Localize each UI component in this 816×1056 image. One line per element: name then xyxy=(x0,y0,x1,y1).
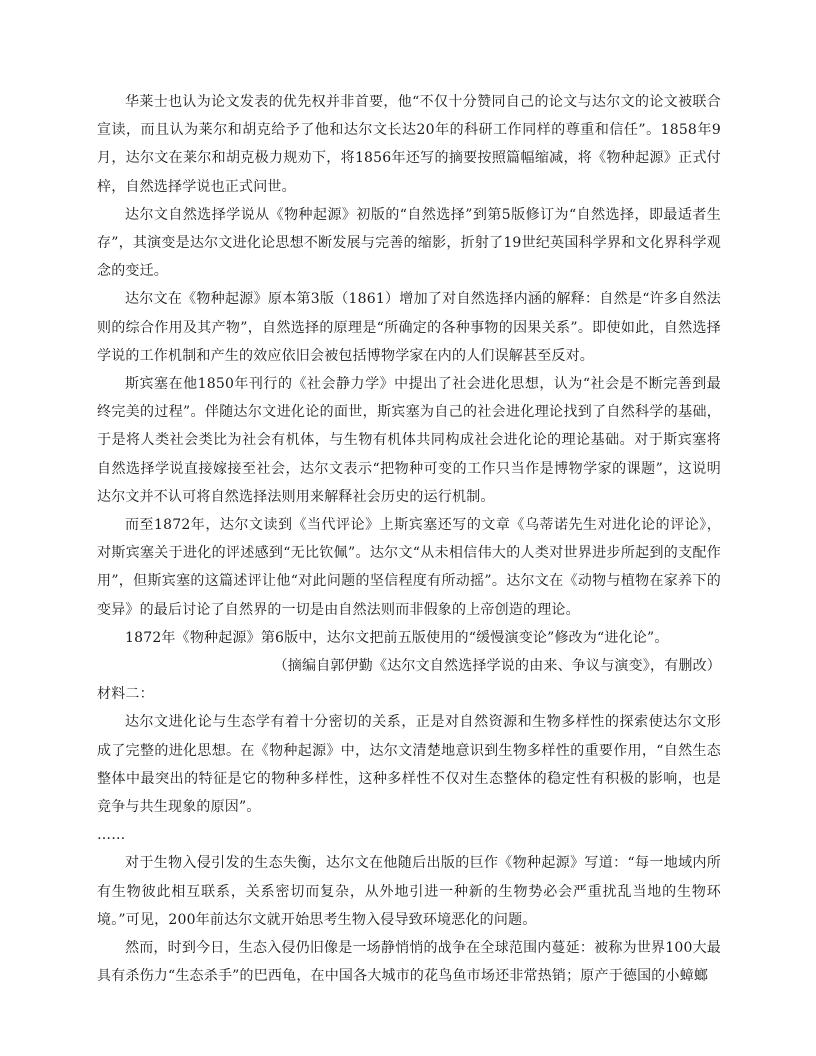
paragraph: 而至1872年，达尔文读到《当代评论》上斯宾塞还写的文章《乌蒂诺先生对进化论的评论》，对斯宾塞关于进化的评述感到“无比钦佩”。达尔文“从未相信伟大的人类对世界进步所起到的支配作用”，但斯宾塞的这篇述评让他“对此问题的坚信程度有所动摇”。达尔文在《动物与植物在家养下的变异》的最后讨论了自然界的一切是由自然法则而非假象的上帝创造的理论。 xyxy=(97,517,721,618)
paragraph: 然而，时到今日，生态入侵仍旧像是一场静悄悄的战争在全球范围内蔓延：被称为世界100大最具有杀伤力“生态杀手”的巴西龟，在中国各大城市的花鸟鱼市场还非常热销；原产于德国的小蟑螂 xyxy=(97,940,721,985)
paragraph: 斯宾塞在他1850年刊行的《社会静力学》中提出了社会进化思想，认为“社会是不断完善到最终完美的过程”。伴随达尔文进化论的面世，斯宾塞为自己的社会进化理论找到了自然科学的基础，于是将人类社会类比为社会有机体，与生物有机体共同构成社会进化论的理论基础。对于斯宾塞将自然选择学说直接嫁接至社会，达尔文表示“把物种可变的工作只当作是博物学家的课题”，这说明达尔文并不认可将自然选择法则用来解释社会历史的运行机制。 xyxy=(97,376,721,505)
paragraph: 1872年《物种起源》第6版中，达尔文把前五版使用的“缓慢演变论”修改为“进化论”。 xyxy=(125,629,669,646)
ellipsis: …… xyxy=(97,827,126,844)
paragraph: 达尔文进化论与生态学有着十分密切的关系，正是对自然资源和生物多样性的探索使达尔文形成了完整的进化思想。在《物种起源》中，达尔文清楚地意识到生物多样性的重要作用，“自然生态整体中最突出的特征是它的物种多样性，这种多样性不仅对生态整体的稳定性有积极的影响，也是竞争与共生现象的原因”。 xyxy=(97,714,721,816)
source-note: （摘编自郭伊勤《达尔文自然选择学说的由来、争议与演变》，有删改） xyxy=(273,658,721,675)
paragraph: 华莱士也认为论文发表的优先权并非首要，他“不仅十分赞同自己的论文与达尔文的论文被联合宣读，而且认为莱尔和胡克给予了他和达尔文长达20年的科研工作同样的尊重和信任”。1858年9月，达尔文在莱尔和胡克极力规劝下，将1856年还写的摘要按照篇幅缩减，将《物种起源》正式付梓，自然选择学说也正式问世。 xyxy=(97,94,721,195)
material-two-label: 材料二： xyxy=(97,686,154,703)
paragraph: 达尔文自然选择学说从《物种起源》初版的“自然选择”到第5版修订为“自然选择，即最适者生存”，其演变是达尔文进化论思想不断发展与完善的缩影，折射了19世纪英国科学界和文化界科学观念的变迁。 xyxy=(97,206,721,280)
paragraph: 达尔文在《物种起源》原本第3版（1861）增加了对自然选择内涵的解释：自然是“许多自然法则的综合作用及其产物”，自然选择的原理是“所确定的各种事物的因果关系”。即使如此，自然选择学说的工作机制和产生的效应依旧会被包括博物学家在内的人们误解甚至反对。 xyxy=(97,291,721,364)
paragraph: 对于生物入侵引发的生态失衡，达尔文在他随后出版的巨作《物种起源》写道：“每一地域内所有生物彼此相互联系，关系密切而复杂，从外地引进一种新的生物势必会严重扰乱当地的生物环境。”可见，200年前达尔文就开始思考生物入侵导致环境恶化的问题。 xyxy=(97,855,721,928)
document-body xyxy=(97,88,721,991)
